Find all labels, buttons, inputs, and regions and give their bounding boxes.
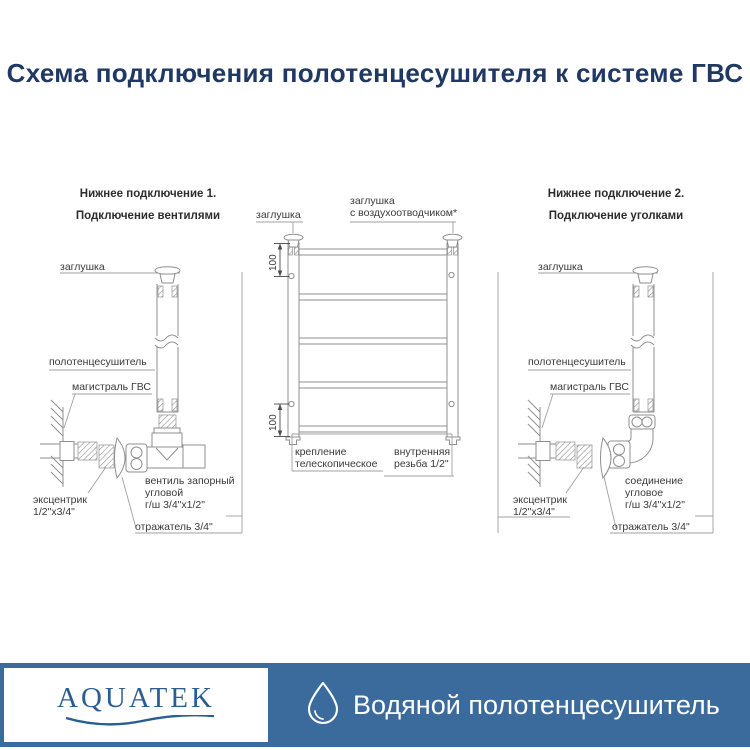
label-inner-thread: внутренняя резьба 1/2" — [394, 446, 451, 470]
label-main-left: магистраль ГВС — [72, 381, 151, 393]
dim-top-value: 100 — [268, 254, 279, 271]
footer-product-label: Водяной полотенцесушитель — [353, 690, 720, 720]
dimension-top — [268, 244, 290, 277]
valve-thread — [159, 415, 176, 428]
label-cap-middle: заглушка — [256, 209, 301, 221]
dim-bottom-value: 100 — [268, 414, 279, 431]
brand-swoosh — [62, 715, 218, 729]
label-main-right: магистраль ГВС — [550, 381, 629, 393]
right-diagram-heading-2: Подключение уголками — [548, 210, 684, 222]
label-air-vent: заглушка с воздухоотводчиком* — [350, 195, 458, 219]
label-reflector-left: отражатель 3/4" — [135, 521, 213, 533]
brand-logo-box — [2, 666, 270, 744]
label-reflector-right: отражатель 3/4" — [612, 521, 690, 533]
dimension-bottom — [268, 404, 290, 437]
label-eccentric-left: эксцентрик 1/2"х3/4" — [33, 494, 87, 518]
label-cap-right: заглушка — [538, 261, 583, 273]
label-valve: вентиль запорный угловой г/ш 3/4"х1/2" — [145, 475, 235, 511]
page-title: Схема подключения полотенцесушителя к системе ГВС — [6, 58, 744, 88]
label-towel-rail-right: полотенцесушитель — [528, 356, 626, 368]
label-eccentric-right: эксцентрик 1/2"х3/4" — [513, 494, 567, 518]
radiator-left-collector — [288, 243, 299, 437]
label-towel-rail-left: полотенцесушитель — [49, 356, 147, 368]
reflector-escutcheon — [115, 438, 126, 478]
label-cap-left: заглушка — [60, 261, 105, 273]
label-elbow: соединение угловое г/ш 3/4"х1/2" — [625, 475, 685, 511]
left-diagram-heading-2: Подключение вентилями — [75, 210, 221, 222]
right-diagram-heading-1: Нижнее подключение 2. — [547, 188, 685, 200]
eccentric-fitting — [78, 442, 97, 460]
water-drop-icon — [303, 680, 343, 733]
middle-diagram-linework — [256, 222, 570, 533]
wall-sleeve — [536, 442, 550, 461]
brand-logo-text: AQUATEK — [57, 682, 215, 714]
elbow-bend — [628, 429, 653, 463]
eccentric-fitting — [556, 442, 575, 460]
label-mount: крепление телескопическое — [295, 446, 378, 470]
wall-sleeve — [60, 442, 74, 461]
left-diagram-heading-1: Нижнее подключение 1. — [79, 188, 217, 200]
radiator-rungs — [299, 249, 447, 432]
